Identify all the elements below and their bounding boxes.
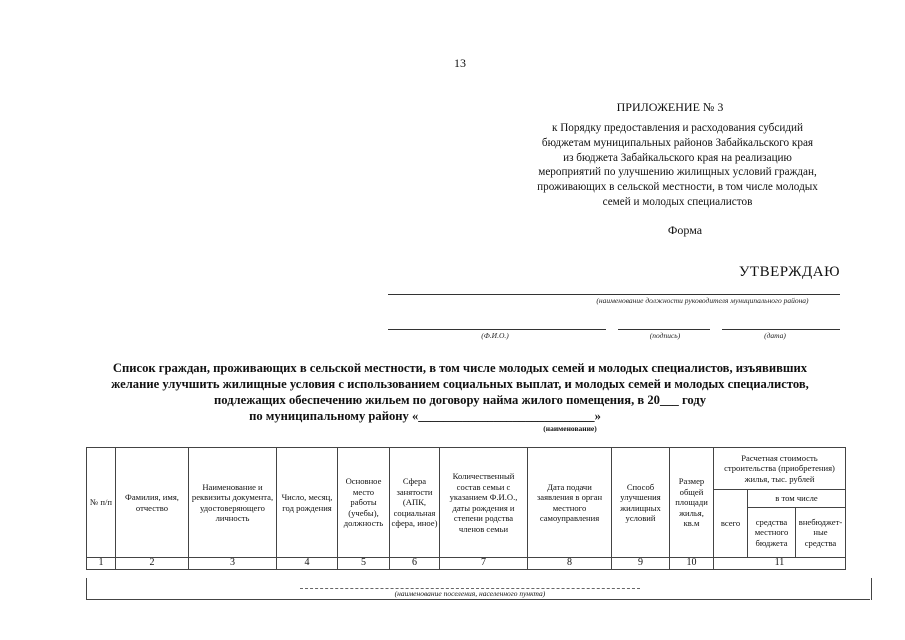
appendix-line: из бюджета Забайкальского края на реализацию bbox=[563, 151, 792, 164]
position-line bbox=[388, 294, 840, 295]
appendix-description bbox=[515, 121, 840, 210]
appendix-line: проживающих в сельской местности, в том числе молодых bbox=[537, 181, 818, 194]
column-number: 8 bbox=[528, 558, 612, 570]
header-local-budget: средства местного бюджета bbox=[748, 508, 796, 558]
date-hint: (дата) bbox=[764, 331, 786, 340]
position-hint: (наименование должности руководителя муниципального района) bbox=[596, 296, 809, 305]
district-name-hint: (наименование) bbox=[543, 424, 597, 433]
column-number: 10 bbox=[670, 558, 714, 570]
column-number: 7 bbox=[440, 558, 528, 570]
list-title-line: Список граждан, проживающих в сельской местности, в том числе молодых семей и молодых специалистов, изъявивших bbox=[112, 361, 808, 375]
header-birth: Число, месяц, год рождения bbox=[277, 448, 338, 558]
appendix-line: семей и молодых специалистов bbox=[602, 195, 753, 208]
settlement-hint: (наименование поселения, населенного пункта) bbox=[394, 589, 546, 598]
appendix-line: мероприятий по улучшению жилищных условий граждан, bbox=[538, 166, 817, 179]
fio-hint: (Ф.И.О.) bbox=[481, 331, 509, 340]
header-family: Количественный состав семьи с указанием Ф.И.О., даты рождения и степени родства членов семьи bbox=[440, 448, 528, 558]
citizens-table bbox=[86, 447, 846, 570]
form-label: Форма bbox=[667, 223, 703, 237]
header-including: в том числе bbox=[748, 490, 846, 508]
list-title-line: желание улучшить жилищные условия с использованием социальных выплат, и молодых семей и молодых специалистов, bbox=[111, 377, 809, 391]
header-num: № п/п bbox=[87, 448, 116, 558]
column-number: 6 bbox=[390, 558, 440, 570]
list-title-line: по муниципальному району «____________________________» bbox=[249, 409, 601, 423]
column-number: 3 bbox=[189, 558, 277, 570]
list-title bbox=[80, 360, 840, 424]
header-area: Размер общей площади жилья, кв.м bbox=[670, 448, 714, 558]
table-bottom-border bbox=[87, 599, 870, 600]
header-application-date: Дата подачи заявления в орган местного самоуправления bbox=[528, 448, 612, 558]
column-number: 9 bbox=[612, 558, 670, 570]
date-line bbox=[722, 329, 840, 330]
column-number: 11 bbox=[714, 558, 846, 570]
header-total: всего bbox=[714, 490, 748, 558]
signature-line bbox=[618, 329, 710, 330]
fio-line bbox=[388, 329, 606, 330]
approval-heading: УТВЕРЖДАЮ bbox=[738, 264, 840, 280]
header-document: Наименование и реквизиты документа, удостоверяющего личность bbox=[189, 448, 277, 558]
appendix-line: бюджетам муниципальных районов Забайкальского края bbox=[541, 136, 814, 149]
header-fio: Фамилия, имя, отчество bbox=[116, 448, 189, 558]
header-workplace: Основное место работы (учебы), должность bbox=[338, 448, 390, 558]
header-sphere: Сфера занятости (АПК, социальная сфера, иное) bbox=[390, 448, 440, 558]
header-cost: Расчетная стоимость строительства (приобретения) жилья, тыс. рублей bbox=[714, 448, 846, 490]
page-number: 13 bbox=[454, 56, 466, 70]
appendix-title: ПРИЛОЖЕНИЕ № 3 bbox=[616, 100, 724, 114]
column-number: 5 bbox=[338, 558, 390, 570]
appendix-line: к Порядку предоставления и расходования субсидий bbox=[551, 122, 803, 134]
header-extra-budget: внебюджет-ные средства bbox=[796, 508, 846, 558]
header-method: Способ улучшения жилищных условий bbox=[612, 448, 670, 558]
column-number: 1 bbox=[87, 558, 116, 570]
column-number: 4 bbox=[277, 558, 338, 570]
signature-hint: (подпись) bbox=[649, 331, 681, 340]
list-title-line: подлежащих обеспечению жильем по договору найма жилого помещения, в 20___ году bbox=[214, 393, 706, 407]
column-number: 2 bbox=[116, 558, 189, 570]
